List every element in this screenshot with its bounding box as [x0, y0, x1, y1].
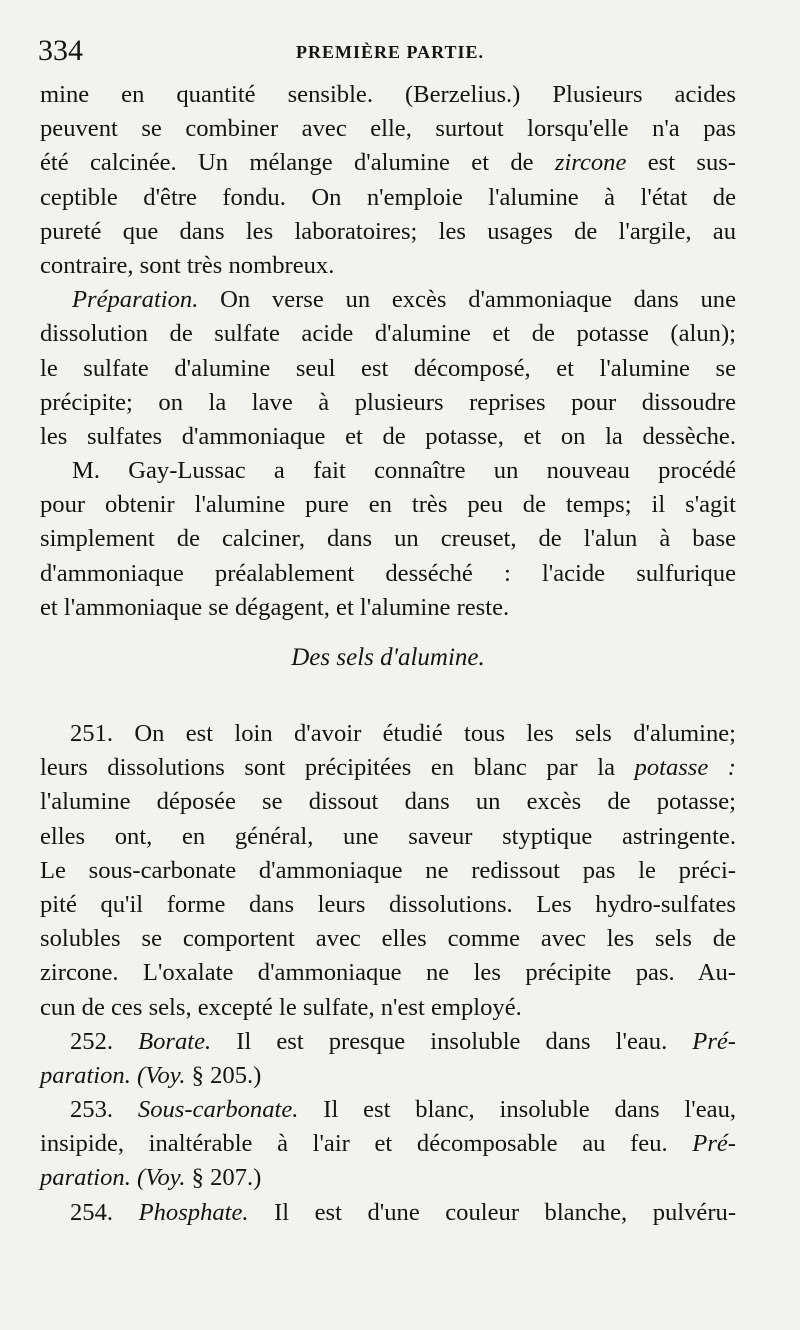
text-run: insipide, inaltérable à l'air et décomposable au feu.	[40, 1130, 693, 1158]
section-heading: Des sels d'alumine.	[291, 644, 485, 671]
text-line: et l'ammoniaque se dégagent, et l'alumine reste.	[40, 593, 510, 621]
italic-term: zircone	[554, 149, 627, 177]
text-run: été calcinée. Un mélange d'alumine et de	[40, 149, 555, 177]
text-run: 253.	[70, 1096, 138, 1124]
text-line	[40, 1025, 736, 1059]
text-line: précipite; on la lave à plusieurs reprises pour dissoudre	[40, 388, 736, 416]
text-run: Il est presque insoluble dans l'eau.	[211, 1027, 693, 1055]
page-header	[38, 34, 738, 74]
running-title: PREMIÈRE PARTIE.	[296, 42, 485, 62]
italic-term: paration. (Voy.	[40, 1061, 186, 1089]
text-line: contraire, sont très nombreux.	[40, 251, 335, 279]
text-line: zircone. L'oxalate d'ammoniaque ne les précipite pas. Au-	[40, 959, 736, 987]
text-run: On verse un excès d'ammoniaque dans une	[198, 286, 736, 314]
text-line: cun de ces sels, excepté le sulfate, n'est employé.	[40, 993, 522, 1021]
italic-term: Sous-carbonate.	[137, 1096, 299, 1124]
text-line: elles ont, en général, une saveur styptique astringente.	[40, 822, 736, 850]
text-line: Le sous-carbonate d'ammoniaque ne redissout pas le préci-	[40, 856, 736, 884]
text-line: le sulfate d'alumine seul est décomposé, et l'alumine se	[40, 354, 736, 382]
text-line: dissolution de sulfate acide d'alumine et de potasse (alun);	[40, 320, 736, 348]
italic-term: Préparation.	[72, 286, 199, 314]
text-line	[40, 1161, 736, 1195]
italic-term: Pré-	[692, 1027, 736, 1055]
text-line: l'alumine déposée se dissout dans un excès de potasse;	[40, 788, 736, 816]
text-line	[40, 1059, 736, 1093]
text-run: Il est d'une couleur blanche, pulvéru-	[248, 1198, 737, 1226]
spacer	[40, 703, 736, 717]
text-line: solubles se comportent avec elles comme avec les sels de	[40, 925, 736, 953]
text-line: d'ammoniaque préalablement desséché : l'acide sulfurique	[40, 559, 736, 587]
text-line: 251. On est loin d'avoir étudié tous les sels d'alumine;	[70, 720, 736, 747]
italic-term: Borate.	[138, 1027, 212, 1055]
text-run: leurs dissolutions sont précipitées en blanc par la	[40, 754, 635, 782]
text-line: mine en quantité sensible. (Berzelius.) Plusieurs acides	[40, 81, 736, 108]
text-line: M. Gay-Lussac a fait connaître un nouveau procédé	[72, 457, 736, 485]
text-line: peuvent se combiner avec elle, surtout lorsqu'elle n'a pas	[40, 115, 736, 143]
text-line: les sulfates d'ammoniaque et de potasse, et on la dessèche.	[40, 422, 736, 450]
text-run: § 207.)	[185, 1164, 262, 1192]
text-line: pité qu'il forme dans leurs dissolutions. Les hydro-sulfates	[40, 890, 736, 918]
text-line	[40, 1196, 736, 1230]
italic-term: paration. (Voy.	[40, 1164, 186, 1192]
text-line: ceptible d'être fondu. On n'emploie l'alumine à l'état de	[40, 183, 736, 211]
text-line	[40, 146, 736, 180]
text-line	[40, 1127, 736, 1161]
text-run: 254.	[70, 1198, 139, 1226]
text-run: est sus-	[626, 149, 737, 177]
text-run: § 205.)	[185, 1061, 262, 1089]
text-line: pureté que dans les laboratoires; les usages de l'argile, au	[40, 217, 736, 245]
text-line: simplement de calciner, dans un creuset, de l'alun à base	[40, 525, 736, 553]
text-line	[40, 1093, 736, 1127]
italic-term: potasse :	[634, 754, 736, 782]
text-line: pour obtenir l'alumine pure en très peu de temps; il s'agit	[40, 491, 736, 519]
italic-term: Pré-	[692, 1130, 736, 1158]
text-line	[40, 751, 736, 785]
text-run: 252.	[70, 1027, 139, 1055]
page-number: 334	[38, 34, 83, 67]
text-line	[40, 283, 736, 317]
body-text	[40, 78, 736, 1230]
italic-term: Phosphate.	[138, 1198, 249, 1226]
text-run: Il est blanc, insoluble dans l'eau,	[298, 1096, 737, 1124]
